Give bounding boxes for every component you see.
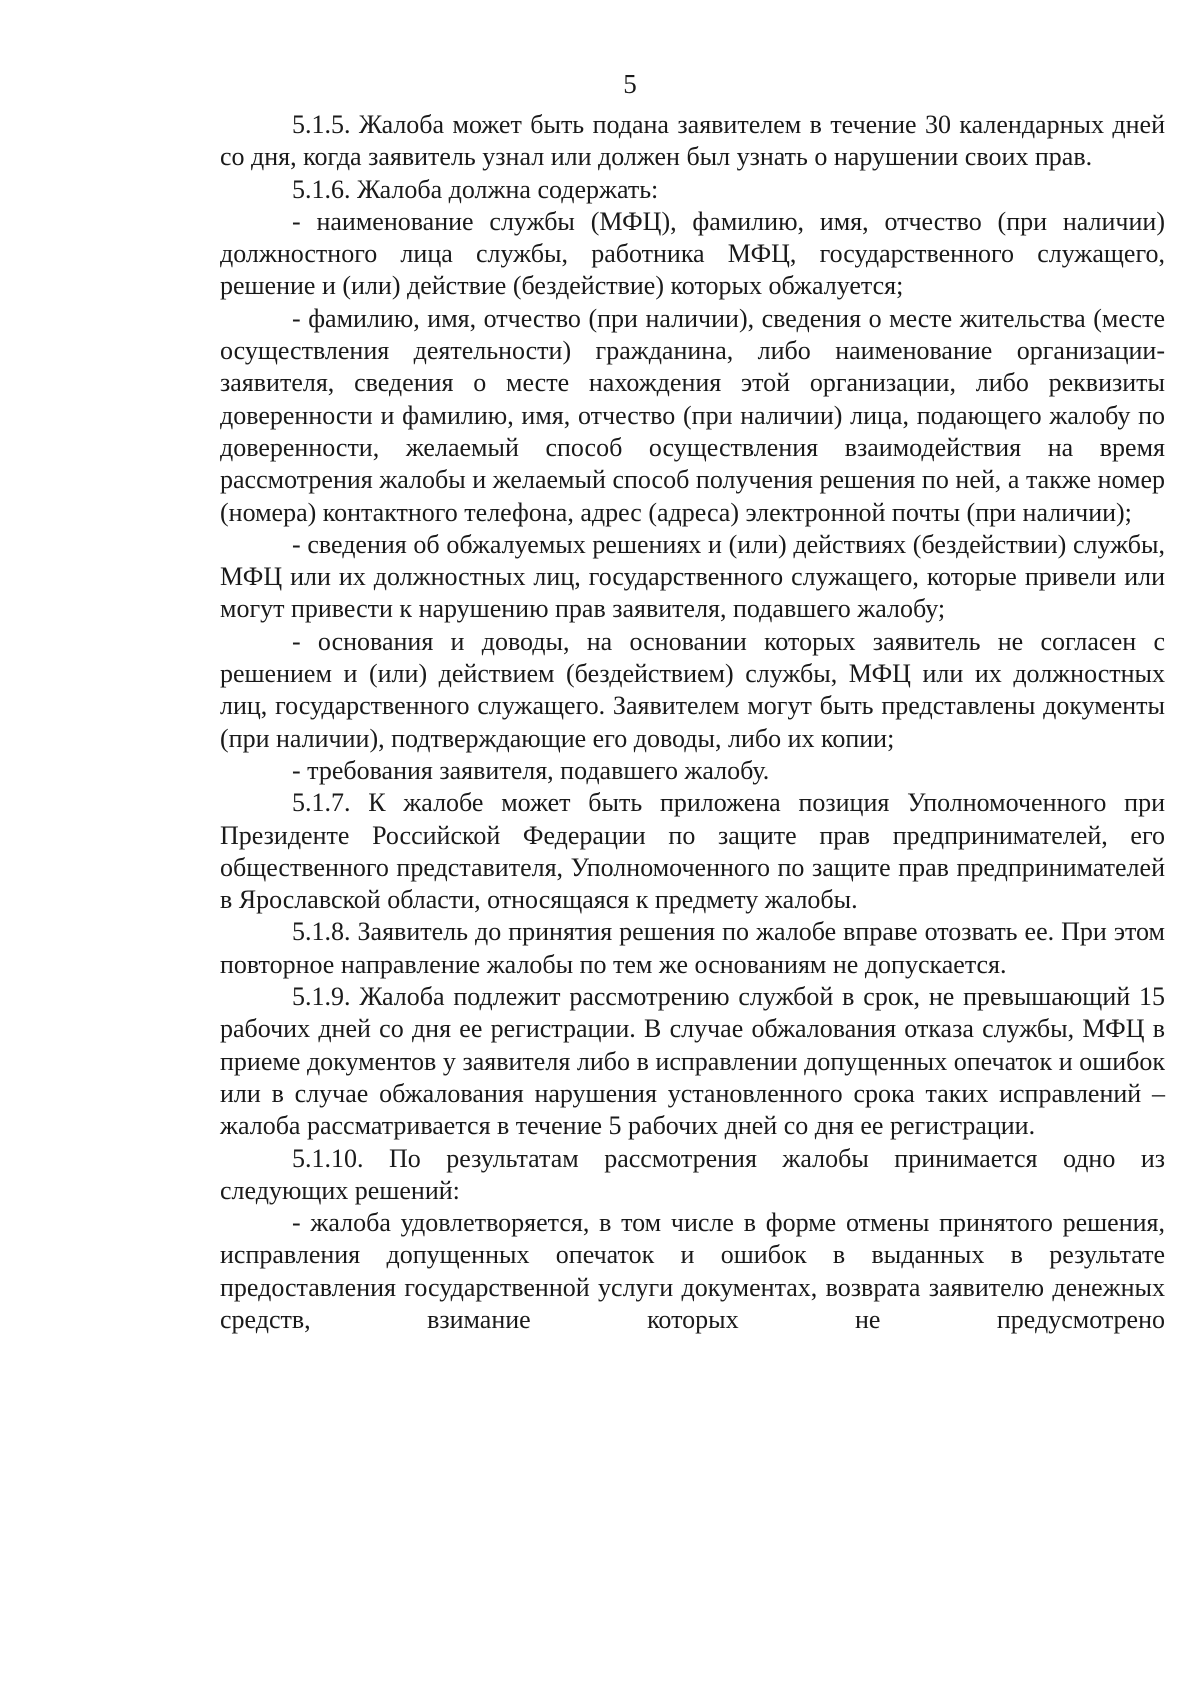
list-item-applicant-details: - фамилию, имя, отчество (при наличии), сведения о месте жительства (месте осуществления деятельности) гражданина, либо наименование организации-заявителя, сведения о месте нахождения этой организации, либо реквизиты доверенности и фамилию, имя, отчество (при наличии) лица, подающего жалобу по доверенности, желаемый способ осуществления взаимодействия на время рассмотрения жалобы и желаемый способ получения решения по ней, а также номер (номера) контактного телефона, адрес (адреса) электронной почты (при наличии); xyxy=(220,303,1165,527)
page-number: 5 xyxy=(623,69,637,99)
paragraph-5-1-10: 5.1.10. По результатам рассмотрения жалобы принимается одно из следующих решений: xyxy=(220,1143,1165,1205)
list-item-grounds-arguments: - основания и доводы, на основании которых заявитель не согласен с решением и (или) действием (бездействием) службы, МФЦ или их должностных лиц, государственного служащего. Заявителем могут быть представлены документы (при наличии), подтверждающие его доводы, либо их копии; xyxy=(220,626,1165,753)
list-item-applicant-requirements: - требования заявителя, подавшего жалобу. xyxy=(292,755,770,785)
paragraph-5-1-6: 5.1.6. Жалоба должна содержать: xyxy=(292,174,659,204)
list-item-service-name: - наименование службы (МФЦ), фамилию, имя, отчество (при наличии) должностного лица службы, работника МФЦ, государственного служащего, решение и (или) действие (бездействие) которых обжалуется; xyxy=(220,206,1165,301)
paragraph-5-1-9: 5.1.9. Жалоба подлежит рассмотрению службой в срок, не превышающий 15 рабочих дней со дня ее регистрации. В случае обжалования отказа службы, МФЦ в приеме документов у заявителя либо в исправлении допущенных опечаток и ошибок или в случае обжалования нарушения установленного срока таких исправлений – жалоба рассматривается в течение 5 рабочих дней со дня ее регистрации. xyxy=(220,982,1165,1141)
paragraph-5-1-5: 5.1.5. Жалоба может быть подана заявителем в течение 30 календарных дней со дня, когда заявитель узнал или должен был узнать о нарушении своих прав. xyxy=(220,110,1165,172)
paragraph-5-1-8: 5.1.8. Заявитель до принятия решения по жалобе вправе отозвать ее. При этом повторное направление жалобы по тем же основаниям не допускается. xyxy=(220,917,1165,979)
list-item-appealed-decisions: - сведения об обжалуемых решениях и (или) действиях (бездействии) службы, МФЦ или их должностных лиц, государственного служащего, которые привели или могут привести к нарушению прав заявителя, подавшего жалобу; xyxy=(220,529,1165,624)
document-body xyxy=(220,109,1165,1336)
list-item-complaint-satisfied: - жалоба удовлетворяется, в том числе в форме отмены принятого решения, исправления допущенных опечаток и ошибок в выданных в результате предоставления государственной услуги документах, возврата заявителю денежных средств, взимание которых не предусмотрено xyxy=(220,1208,1165,1334)
paragraph-5-1-7: 5.1.7. К жалобе может быть приложена позиция Уполномоченного при Президенте Российской Федерации по защите прав предпринимателей, его общественного представителя, Уполномоченного по защите прав предпринимателей в Ярославской области, относящаяся к предмету жалобы. xyxy=(220,788,1165,915)
